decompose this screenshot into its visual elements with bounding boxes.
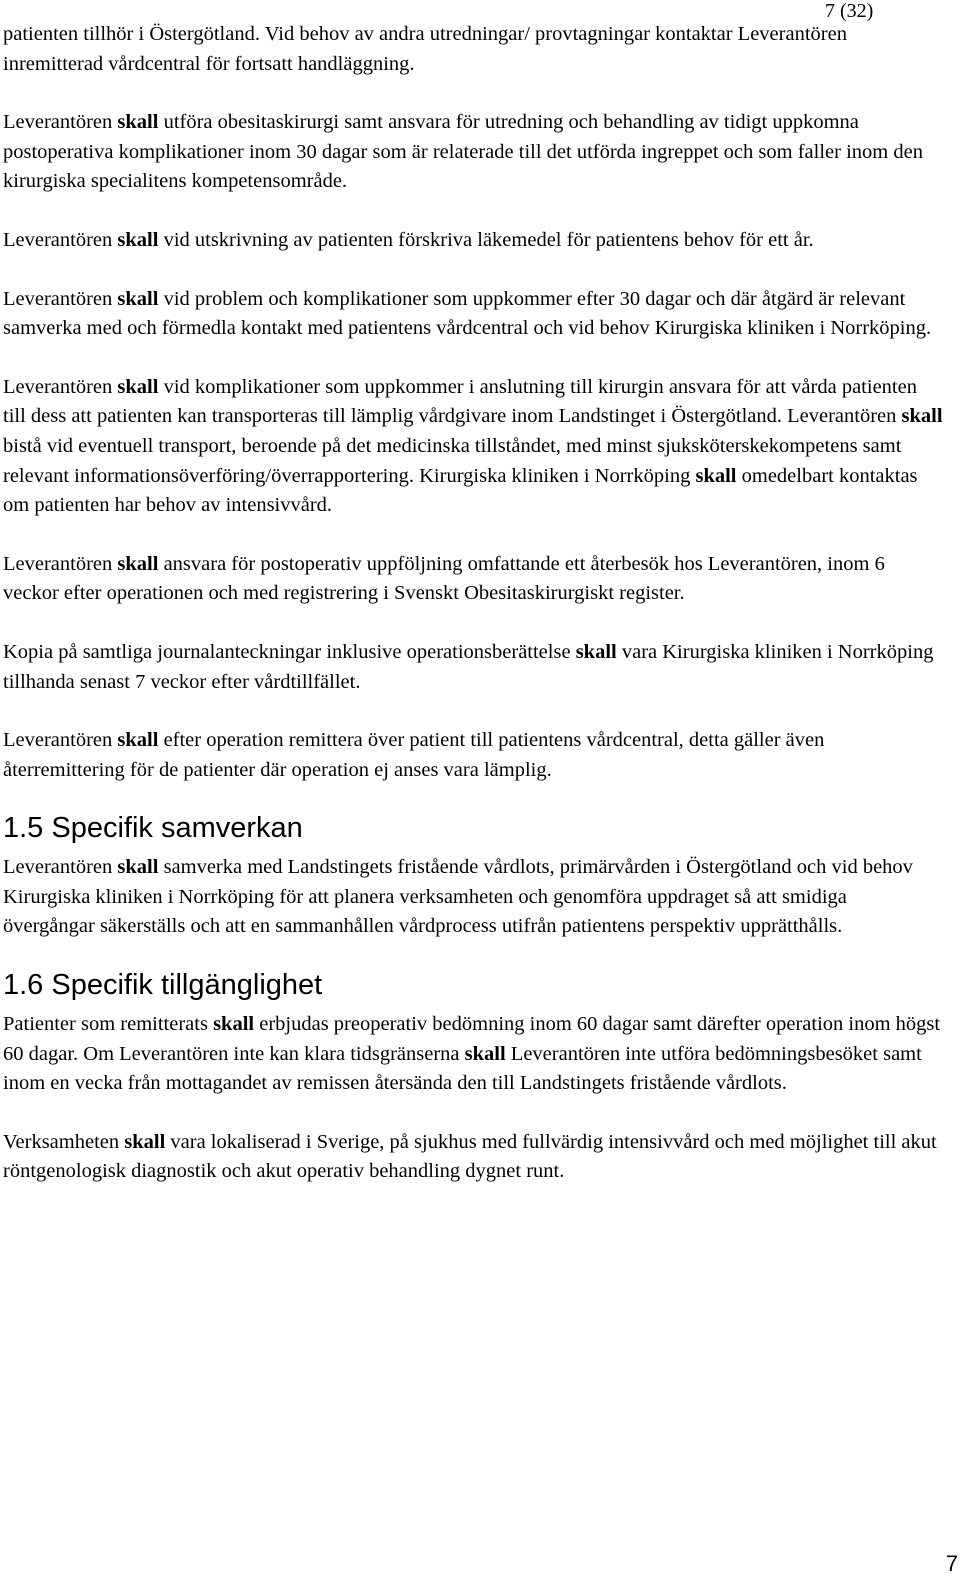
text-span: samverka med Landstingets fristående vårdlots, primärvården i Östergötland och vid behov Kirurgiska kliniken i Norrköping för att planera verksamheten och genomföra uppdraget så att smidiga övergångar säkerställs och att en sammanhållen vårdprocess utifrån patientens perspektiv upprätthålls. bbox=[3, 856, 913, 938]
paragraph bbox=[3, 108, 943, 197]
text-span: vid problem och komplikationer som uppkommer efter 30 dagar och där åtgärd är relevant samverka med och förmedla kontakt med patientens vårdcentral och vid behov Kirurgiska kliniken i Norrköping. bbox=[3, 287, 932, 340]
bold-term: skall bbox=[117, 856, 159, 879]
text-span: vid utskrivning av patienten förskriva läkemedel för patientens behov för ett år. bbox=[158, 228, 814, 251]
paragraph bbox=[3, 550, 943, 609]
paragraph bbox=[3, 726, 943, 785]
text-span: vara lokaliserad i Sverige, på sjukhus med fullvärdig intensivvård och med möjlighet till akut röntgenologisk diagnostik och akut operativ behandling dygnet runt. bbox=[3, 1130, 937, 1183]
text-span: patienten tillhör i Östergötland. Vid behov av andra utredningar/ provtagningar kontaktar Leverantören inremitterad vårdcentral för fortsatt handläggning. bbox=[3, 23, 847, 75]
text-span: bistå vid eventuell transport, beroende på det medicinska tillståndet, med minst sjuksköterskekompetens samt relevant informationsöverföring/överrapportering. Kirurgiska kliniken i Norrköping bbox=[3, 434, 902, 487]
section-heading: 1.6 Specifik tillgänglighet bbox=[3, 969, 323, 1002]
bold-term: skall bbox=[117, 552, 159, 575]
bold-term: skall bbox=[124, 1130, 166, 1153]
bold-term: skall bbox=[464, 1042, 506, 1065]
bold-term: skall bbox=[213, 1013, 255, 1036]
paragraph bbox=[3, 373, 943, 521]
text-span: erbjudas preoperativ bedömning inom 60 dagar samt därefter operation inom högst 60 dagar. Om Leverantören inte kan klara tidsgränserna bbox=[3, 1013, 941, 1065]
text-span: Leverantören bbox=[3, 856, 118, 879]
text-span: Leverantören bbox=[3, 552, 118, 575]
text-span: Leverantören bbox=[3, 228, 118, 251]
paragraph bbox=[3, 226, 943, 256]
paragraph bbox=[3, 1010, 943, 1099]
text-span: Patienter som remitterats bbox=[3, 1013, 214, 1036]
bold-term: skall bbox=[117, 729, 159, 752]
paragraph bbox=[3, 638, 943, 697]
text-span: Leverantören bbox=[3, 375, 118, 398]
text-span: Kopia på samtliga journalanteckningar inklusive operationsberättelse bbox=[3, 640, 576, 663]
bold-term: skall bbox=[575, 640, 617, 663]
text-span: vara Kirurgiska kliniken i Norrköping tillhanda senast 7 veckor efter vårdtillfället. bbox=[3, 640, 934, 693]
text-span: efter operation remittera över patient till patientens vårdcentral, detta gäller även återremittering för de patienter där operation ej anses vara lämplig. bbox=[3, 729, 825, 781]
text-span: utföra obesitaskirurgi samt ansvara för utredning och behandling av tidigt uppkomna postoperativa komplikationer inom 30 dagar som är relaterade till det utförda ingreppet och som faller inom den kirurgiska specialitens kompetensområde. bbox=[3, 111, 923, 193]
bold-term: skall bbox=[695, 464, 737, 487]
text-span: Leverantören bbox=[3, 729, 118, 752]
bold-term: skall bbox=[117, 228, 159, 251]
text-span: ansvara för postoperativ uppföljning omfattande ett återbesök hos Leverantören, inom 6 veckor efter operationen och med registrering i Svenskt Obesitaskirurgiskt register. bbox=[3, 552, 885, 605]
bold-term: skall bbox=[117, 111, 159, 134]
paragraph bbox=[3, 853, 943, 942]
paragraph bbox=[3, 285, 943, 344]
text-span: Leverantören inte utföra bedömningsbesöket samt inom en vecka från mottagandet av remissen återsända den till Landstingets fristående vårdlots. bbox=[3, 1042, 922, 1095]
bold-term: skall bbox=[117, 287, 159, 310]
bold-term: skall bbox=[901, 405, 943, 428]
text-span: Verksamheten bbox=[3, 1130, 125, 1153]
text-span: Leverantören bbox=[3, 287, 118, 310]
page-footer-number: 7 bbox=[945, 1551, 958, 1576]
paragraph bbox=[3, 1128, 943, 1187]
section-heading: 1.5 Specifik samverkan bbox=[3, 812, 303, 845]
text-span: omedelbart kontaktas om patienten har behov av intensivvård. bbox=[3, 464, 918, 517]
text-span: vid komplikationer som uppkommer i anslutning till kirurgin ansvara för att vårda patienten till dess att patienten kan transporteras till lämplig vårdgivare inom Landstinget i Östergötland. Leverantören bbox=[3, 375, 917, 428]
paragraph bbox=[3, 20, 943, 79]
page-header-number: 7 (32) bbox=[825, 0, 874, 22]
bold-term: skall bbox=[117, 375, 159, 398]
document-body bbox=[3, 20, 943, 1187]
text-span: Leverantören bbox=[3, 111, 118, 134]
